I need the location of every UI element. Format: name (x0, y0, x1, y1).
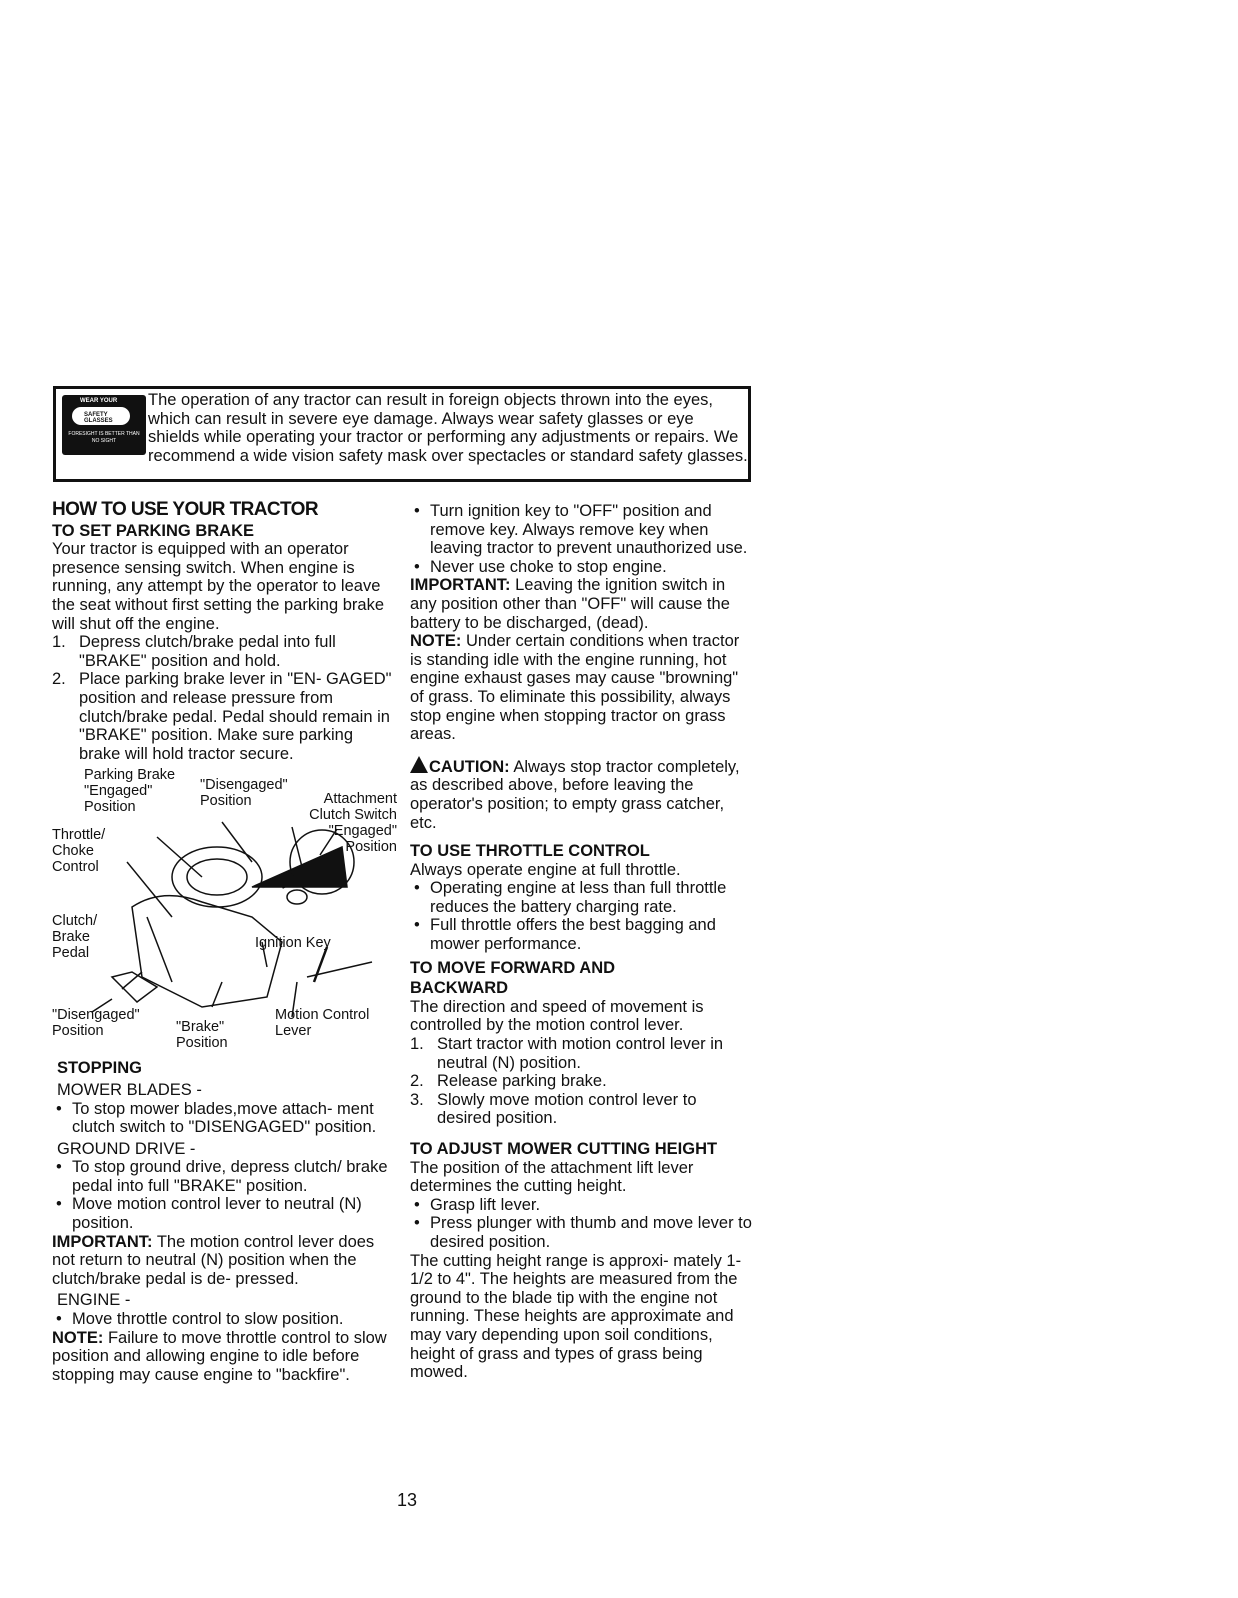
note-right: NOTE: Under certain conditions when tractor is standing idle with the engine running, hot engine exhaust gases may cause "browning" of grass. To eliminate this possibility, always stop engine when stopping tractor on grass areas. (410, 632, 740, 744)
icon-top-text: WEAR YOUR (80, 398, 118, 404)
height-text: The cutting height range is approxi- mately 1-1/2 to 4". The heights are measured from the ground to the blade tip with the engine not running. These heights are approximate and may vary depending upon soil conditions, height of grass and types of grass being mowed. (410, 1251, 742, 1382)
list-item: 2. Release parking brake. (410, 1072, 607, 1091)
page-number: 13 (397, 1490, 418, 1510)
list-item: • Turn ignition key to "OFF" position and remove key. Always remove key when leaving tractor to prevent unauthorized use. (414, 502, 748, 558)
label-pb-engaged: Parking Brake "Engaged" Position (84, 767, 176, 816)
list-item: • Grasp lift lever. (414, 1195, 541, 1214)
important-note-left: IMPORTANT: The motion control lever does not return to neutral (N) position when the clutch/brake pedal is de- pressed. (52, 1232, 375, 1288)
mower-blades-label: MOWER BLADES - (57, 1080, 202, 1099)
ground-drive-label: GROUND DRIVE - (57, 1139, 196, 1158)
tractor-controls-figure (52, 767, 397, 1057)
list-item: 3. Slowly move motion control lever to desired position. (410, 1090, 697, 1128)
throttle-heading: TO USE THROTTLE CONTROL (410, 842, 650, 861)
list-item: • Full throttle offers the best bagging and mower performance. (414, 916, 716, 954)
label-brake: "Brake" Position (176, 1019, 228, 1052)
move-heading-1: TO MOVE FORWARD AND (410, 958, 616, 977)
move-heading-2: BACKWARD (410, 979, 509, 998)
caution-icon (410, 756, 428, 773)
label-motion: Motion Control Lever (275, 1007, 370, 1040)
safety-warning-box (53, 386, 751, 482)
caution-note: CAUTION: Always stop tractor completely, as described above, before leaving the operator's position; to empty grass catcher, etc. (410, 757, 740, 832)
parking-intro: Your tractor is equipped with an operator presence sensing switch. When engine is running, any attempt by the operator to leave the seat without first setting the parking brake will shut off the engine. (52, 540, 385, 633)
important-note-right: IMPORTANT: Leaving the ignition switch in any position other than "OFF" will cause the battery to be discharged, (dead). (410, 576, 730, 632)
page-title: HOW TO USE YOUR TRACTOR (52, 499, 318, 520)
parking-steps (52, 633, 397, 763)
list-item: • Never use choke to stop engine. (414, 557, 667, 576)
left-column (52, 501, 397, 1384)
list-item: • Operating engine at less than full throttle reduces the battery charging rate. (414, 879, 727, 916)
parking-brake-heading: TO SET PARKING BRAKE (52, 521, 254, 540)
clutch-pedal (112, 972, 157, 1002)
label-attachment: Attachment Clutch Switch "Engaged" Position (309, 791, 397, 856)
list-item: • To stop ground drive, depress clutch/ brake pedal into full "BRAKE" position. (56, 1158, 388, 1195)
note-left: NOTE: Failure to move throttle control to slow position and allowing engine to idle before stopping may cause engine to "backfire". (52, 1328, 387, 1384)
safety-glasses-icon (62, 395, 146, 455)
steering-wheel (172, 847, 262, 907)
move-intro: The direction and speed of movement is controlled by the motion control lever. (410, 997, 704, 1035)
tractor-body (132, 896, 282, 1007)
list-item: • Move throttle control to slow position. (56, 1310, 344, 1329)
label-throttle: Throttle/ Choke Control (52, 827, 106, 876)
warning-text: The operation of any tractor can result in foreign objects thrown into the eyes, which can result in severe eye damage. Always wear safety glasses or eye shields while operating your tractor or performing any adjustments or repairs. We recommend a wide vision safety mask over spectacles or standard safety glasses. (148, 391, 748, 465)
goggles-graphic (72, 407, 130, 425)
list-item: • To stop mower blades,move attach- ment clutch switch to "DISENGAGED" position. (56, 1099, 377, 1137)
stopping-heading: STOPPING (57, 1059, 142, 1078)
list-item: • Move motion control lever to neutral (N) position. (56, 1195, 362, 1233)
height-intro: The position of the attachment lift lever determines the cutting height. (410, 1158, 694, 1196)
engine-label: ENGINE - (57, 1291, 131, 1310)
height-heading: TO ADJUST MOWER CUTTING HEIGHT (410, 1140, 718, 1158)
list-item: 1. Depress clutch/brake pedal into full "BRAKE" position and hold. (52, 633, 336, 670)
list-item: 1. Start tractor with motion control lever in neutral (N) position. (410, 1035, 724, 1072)
icon-mid-text: SAFETY GLASSES (84, 412, 113, 424)
list-item: 2. Place parking brake lever in "EN- GAGED" position and release pressure from clutch/brake pedal. Pedal should remain in "BRAKE" position. Make sure parking brake will hold tractor secure. (52, 670, 392, 763)
label-disengaged: "Disengaged" Position (200, 777, 288, 810)
label-ignition: Ignition Key (255, 935, 331, 952)
right-column (410, 502, 755, 1382)
list-item: • Press plunger with thumb and move lever to desired position. (414, 1214, 752, 1251)
label-disengaged-bottom: "Disengaged" Position (52, 1007, 140, 1040)
icon-bottom-text: FORESIGHT IS BETTER THAN NO SIGHT (68, 431, 140, 444)
label-clutch: Clutch/ Brake Pedal (52, 913, 98, 962)
throttle-intro: Always operate engine at full throttle. (410, 860, 681, 879)
